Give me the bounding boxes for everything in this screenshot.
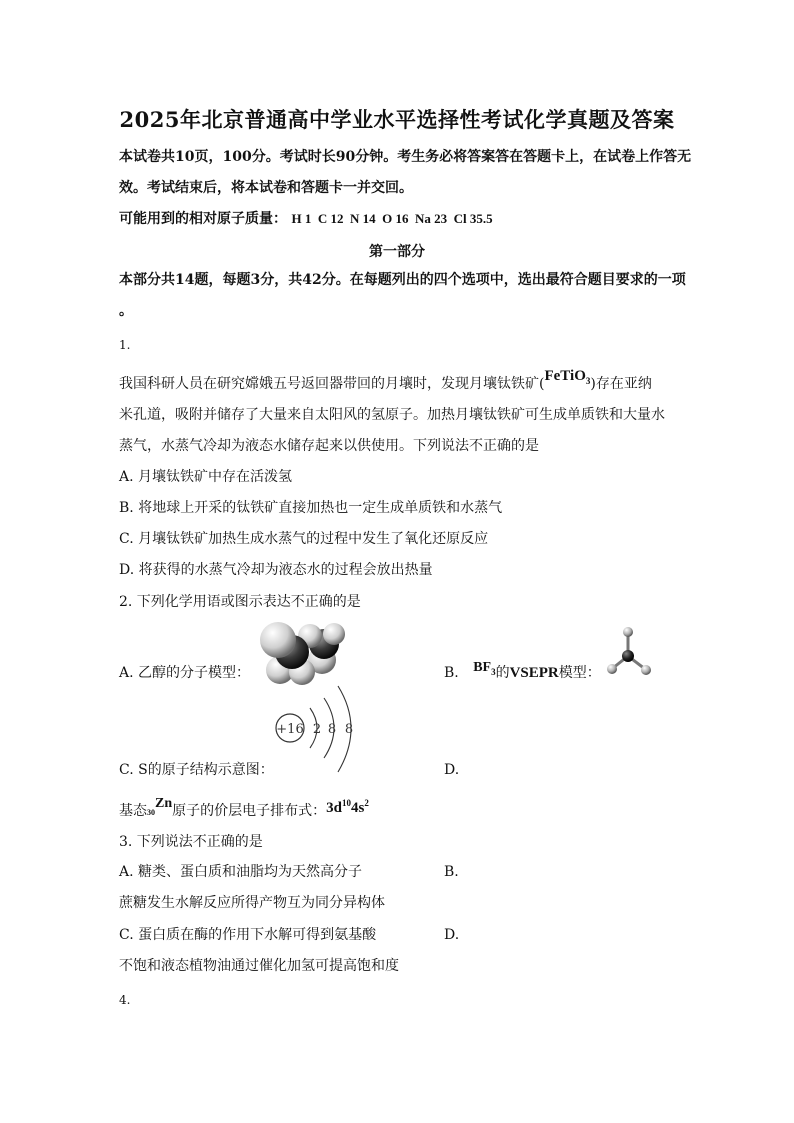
vsepr-text: VSEPR <box>509 665 559 681</box>
q3-option-c: C. 蛋白质在酶的作用下水解可得到氨基酸 <box>119 927 377 943</box>
zn-electron-config <box>326 800 369 816</box>
intro-line-1: 本试卷共10页，100分。考试时长90分钟。考生务必将答案答在答题卡上，在试卷上作答无 <box>119 149 692 165</box>
q2-option-b <box>444 660 601 687</box>
q2-d-text-b: 原子的价层电子排布式： <box>172 803 327 819</box>
q1-stem-line-3: 蒸气，水蒸气冷却为液态水储存起来以供使用。下列说法不正确的是 <box>119 438 539 454</box>
q3-option-b-label: B. <box>444 864 459 880</box>
q2-option-d-text <box>119 797 369 822</box>
config-4s-sup: 2 <box>364 798 369 808</box>
q1-option-a: A. 月壤钛铁矿中存在活泼氢 <box>119 469 293 485</box>
page-title: 2025年北京普通高中学业水平选择性考试化学真题及答案 <box>119 107 675 132</box>
q1-option-b: B. 将地球上开采的钛铁矿直接加热也一定生成单质铁和水蒸气 <box>119 500 503 516</box>
part-one-desc-1: 本部分共14题，每题3分，共42分。在每题列出的四个选项中，选出最符合题目要求的一项 <box>119 272 686 288</box>
shell-count-2: 8 <box>327 722 337 737</box>
atomic-mass-label: 可能用到的相对原子质量： <box>119 211 287 227</box>
bf3-main: BF <box>473 660 492 675</box>
q2-option-a: A. 乙醇的分子模型： <box>119 665 251 681</box>
q2-option-c: C. S的原子结构示意图： <box>119 762 274 778</box>
q2-option-b-suffix: 模型： <box>558 665 601 681</box>
q1-stem-line-2: 米孔道，吸附并储存了大量来自太阳风的氢原子。加热月壤钛铁矿可生成单质铁和大量水 <box>119 407 665 423</box>
bf3-sub: 3 <box>491 666 496 677</box>
part-one-desc-2: 。 <box>119 303 133 319</box>
q2-option-b-prefix: B. <box>444 665 459 681</box>
atomic-mass-line <box>119 210 493 228</box>
config-3d: 3d <box>326 800 342 816</box>
q1-stem-line-1 <box>119 368 652 398</box>
ethanol-model-image <box>252 612 352 692</box>
q1-number: 1. <box>119 338 131 352</box>
q2-stem: 2. 下列化学用语或图示表达不正确的是 <box>119 594 361 610</box>
part-one-heading: 第一部分 <box>369 244 425 260</box>
q1-stem-part-a: 我国科研人员在研究嫦娥五号返回器带回的月壤时，发现月壤钛铁矿( <box>119 376 545 392</box>
bf3-vsepr-model-image <box>604 624 664 684</box>
q3-option-d-label: D. <box>444 927 460 943</box>
fetio3-formula <box>544 368 590 384</box>
fetio3-sub: 3 <box>585 376 591 386</box>
q2-option-d-label: D. <box>444 762 460 778</box>
config-3d-sup: 10 <box>341 798 351 808</box>
fetio3-main: FeTiO <box>544 368 586 384</box>
q3-option-d-text: 不饱和液态植物油通过催化加氢可提高饱和度 <box>119 958 399 974</box>
nucleus-charge: +16 <box>276 722 304 737</box>
q1-stem-part-b: )存在亚纳 <box>590 376 652 392</box>
q2-option-b-de: 的 <box>495 665 510 681</box>
q3-stem: 3. 下列说法不正确的是 <box>119 834 263 850</box>
q3-option-b-text: 蔗糖发生水解反应所得产物互为同分异构体 <box>119 895 385 911</box>
q3-option-a: A. 糖类、蛋白质和油脂均为天然高分子 <box>119 864 363 880</box>
q2-d-text-a: 基态 <box>119 803 147 819</box>
zn-mass-number: 30 <box>147 808 155 817</box>
intro-line-2: 效。考试结束后，将本试卷和答题卡一并交回。 <box>119 180 413 196</box>
shell-count-1: 2 <box>312 722 322 737</box>
atomic-mass-values: H 1 C 12 N 14 O 16 Na 23 Cl 35.5 <box>291 211 493 226</box>
bf3-formula <box>473 660 495 675</box>
q4-number: 4. <box>119 993 131 1007</box>
shell-count-3: 8 <box>344 722 354 737</box>
q1-option-d: D. 将获得的水蒸气冷却为液态水的过程会放出热量 <box>119 562 433 578</box>
sulfur-atom-diagram <box>272 684 362 776</box>
zn-symbol: Zn <box>155 796 173 811</box>
config-4s: 4s <box>350 800 365 816</box>
q1-option-c: C. 月壤钛铁矿加热生成水蒸气的过程中发生了氧化还原反应 <box>119 531 489 547</box>
